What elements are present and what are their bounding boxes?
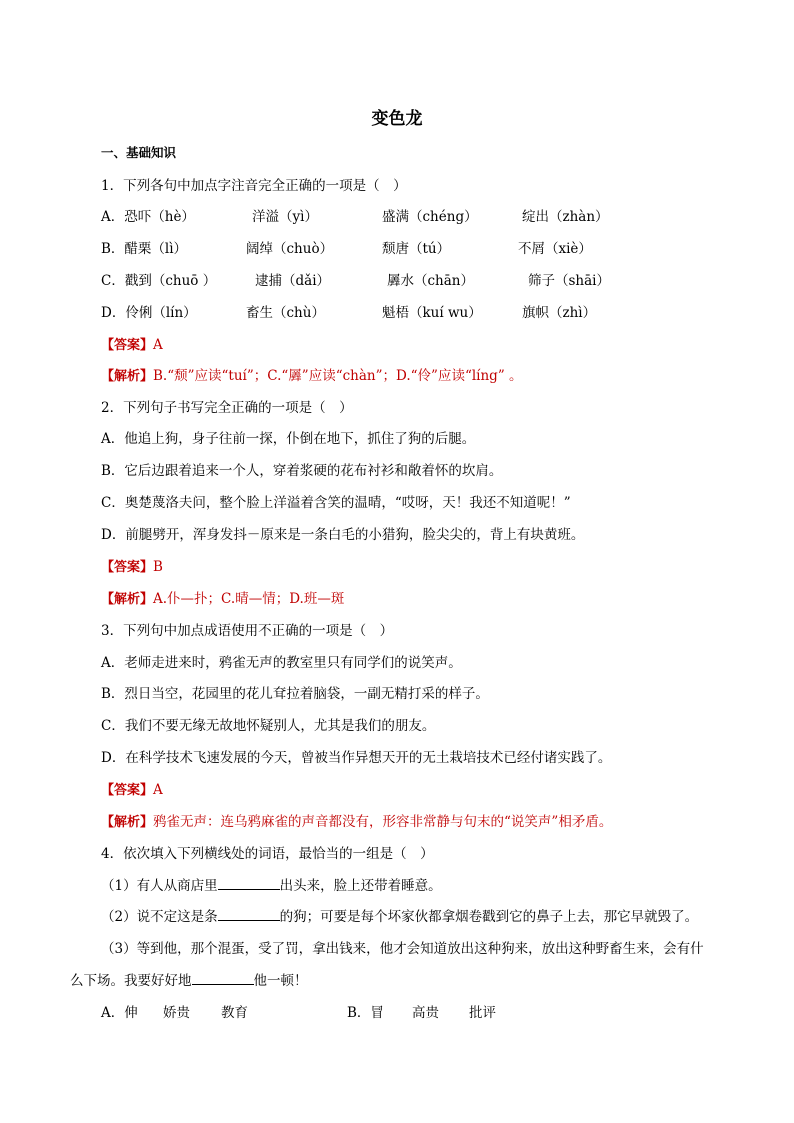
q2-option-b: B．它后边跟着追来一个人，穿着浆硬的花布衬衫和敞着怀的坎肩。 xyxy=(101,463,503,479)
sentence-text: 出头来，脸上还带着睡意。 xyxy=(279,878,442,894)
q1-row-d-col2: 畜生（chù） xyxy=(246,305,325,321)
q2-option-d: D．前腿劈开，浑身发抖－原来是一条白毛的小猎狗，脸尖尖的，背上有块黄班。 xyxy=(101,527,585,543)
q2-option-a: A．他追上狗，身子往前一探，仆倒在地下，抓住了狗的后腿。 xyxy=(101,431,476,447)
question-4-stem: 4．依次填入下列横线处的词语，最恰当的一组是（ ） xyxy=(101,846,434,862)
q1-row-d-col4: 旗帜（zhì） xyxy=(522,305,597,321)
q4-option-a-label: A．伸 xyxy=(101,1005,138,1021)
answer-value: A xyxy=(153,782,163,798)
q3-option-d: D．在科学技术飞速发展的今天，曾被当作异想天开的无土栽培技术已经付诸实践了。 xyxy=(101,750,612,766)
q1-analysis xyxy=(101,366,523,387)
page-title: 变色龙 xyxy=(371,109,423,129)
analysis-text: 鸦雀无声：连乌鸦麻雀的声音都没有，形容非常静与句末的“说笑声”相矛盾。 xyxy=(153,814,613,830)
fill-blank xyxy=(218,907,280,921)
q1-row-a-col3: 盛满（chéng） xyxy=(382,209,478,225)
q4-sentence-3-cont xyxy=(70,971,308,991)
q2-answer xyxy=(101,557,163,578)
q4-option-a-word2: 娇贵 xyxy=(163,1005,190,1021)
q1-row-c-col4: 筛子（shāi） xyxy=(528,273,610,289)
q4-sentence-3: （3）等到他，那个混蛋，受了罚，拿出钱来，他才会知道放出这种狗来，放出这种野畜生来，会有什 xyxy=(101,941,704,957)
fill-blank xyxy=(192,971,254,985)
analysis-tag: 【解析】 xyxy=(101,369,154,384)
q4-option-b-word3: 批评 xyxy=(469,1005,496,1021)
question-1-stem: 1．下列各句中加点字注音完全正确的一项是（ ） xyxy=(101,178,407,194)
q1-row-a-col2: 洋溢（yì） xyxy=(252,209,318,225)
q4-option-b-word2: 高贵 xyxy=(412,1005,439,1021)
q3-analysis xyxy=(101,812,612,833)
q1-row-a-col1: A．恐吓（hè） xyxy=(101,209,195,225)
sentence-text: 的狗；可要是每个坏家伙都拿烟卷戳到它的鼻子上去，那它早就毁了。 xyxy=(279,909,699,925)
q4-option-a-word3: 教育 xyxy=(221,1005,248,1021)
q1-answer xyxy=(101,335,163,356)
q1-row-d-col3: 魁梧（kuí wu） xyxy=(382,305,482,321)
q2-option-c: C．奥楚蔑洛夫问，整个脸上洋溢着含笑的温晴，“哎呀，天！我还不知道呢！” xyxy=(101,495,571,511)
q1-row-d-col1: D．伶俐（lín） xyxy=(101,305,197,321)
sentence-text: 他一顿！ xyxy=(253,973,308,989)
q1-row-a-col4: 绽出（zhàn） xyxy=(522,209,609,225)
q1-row-b-col4: 不屑（xiè） xyxy=(518,241,592,257)
q3-option-b: B．烈日当空，花园里的花儿耷拉着脑袋，一副无精打采的样子。 xyxy=(101,686,489,702)
analysis-tag: 【解析】 xyxy=(101,815,154,830)
answer-tag: 【答案】 xyxy=(101,783,154,798)
fill-blank xyxy=(218,876,280,890)
q3-answer xyxy=(101,780,163,801)
q1-row-b-col1: B．醋栗（lì） xyxy=(101,241,188,257)
q3-option-a: A．老师走进来时，鸦雀无声的教室里只有同学们的说笑声。 xyxy=(101,655,462,671)
q1-row-c-col3: 羼水（chān） xyxy=(387,273,474,289)
answer-value: B xyxy=(153,559,163,575)
analysis-tag: 【解析】 xyxy=(101,592,154,607)
analysis-text: B.“颓”应读“tuí”；C.“羼”应读“chàn”；D.“伶”应读“líng” 。 xyxy=(153,368,523,384)
q1-row-b-col3: 颓唐（tú） xyxy=(382,241,451,257)
q4-sentence-2 xyxy=(101,907,698,927)
q1-row-b-col2: 阔绰（chuò） xyxy=(246,241,334,257)
question-2-stem: 2．下列句子书写完全正确的一项是（ ） xyxy=(101,400,353,416)
q1-row-c-col1: C．戳到（chuō ） xyxy=(101,273,217,289)
sentence-text: （2）说不定这是条 xyxy=(101,909,218,925)
q4-sentence-1 xyxy=(101,876,442,896)
q2-analysis xyxy=(101,589,344,610)
section-heading: 一、基础知识 xyxy=(101,145,177,160)
answer-value: A xyxy=(153,337,163,353)
q1-row-c-col2: 逮捕（dǎi） xyxy=(255,273,331,289)
answer-tag: 【答案】 xyxy=(101,338,154,353)
analysis-text: A.仆—扑；C.晴—情；D.班—斑 xyxy=(153,591,345,607)
q3-option-c: C．我们不要无缘无故地怀疑别人，尤其是我们的朋友。 xyxy=(101,718,436,734)
sentence-text: （1）有人从商店里 xyxy=(101,878,218,894)
q4-option-b-label: B．冒 xyxy=(347,1005,384,1021)
sentence-text: 么下场。我要好好地 xyxy=(70,973,192,989)
question-3-stem: 3．下列句中加点成语使用不正确的一项是（ ） xyxy=(101,623,394,639)
answer-tag: 【答案】 xyxy=(101,560,154,575)
